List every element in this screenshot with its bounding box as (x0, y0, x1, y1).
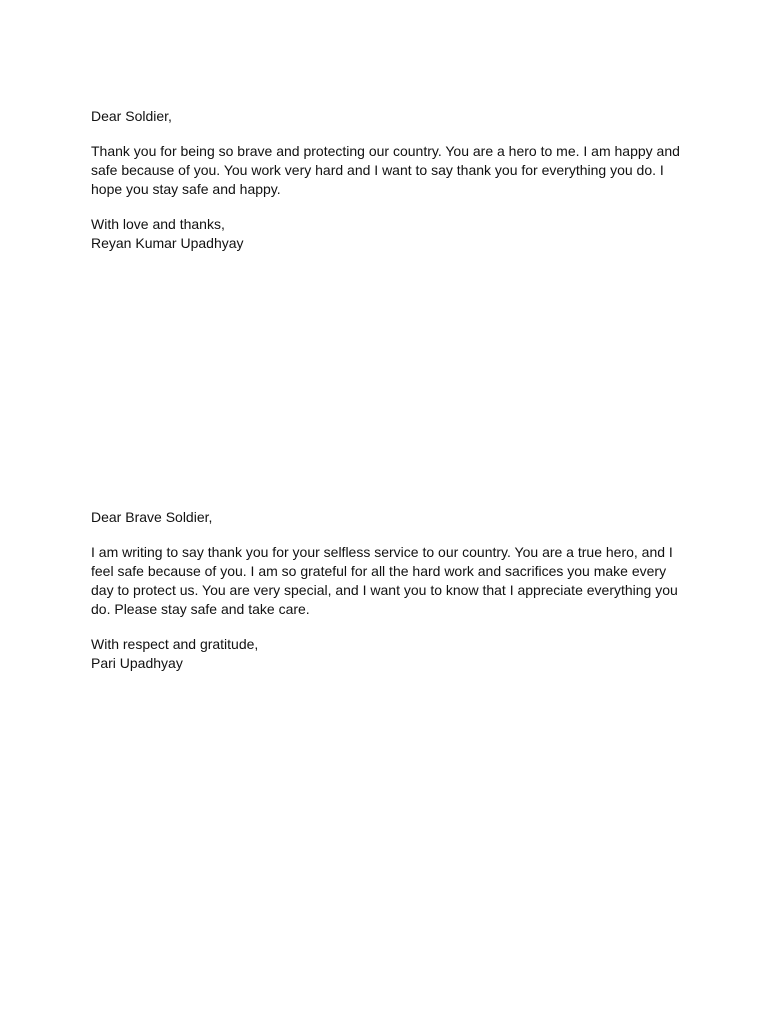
letter-greeting: Dear Soldier, (91, 108, 172, 124)
letter-body-line: I am writing to say thank you for your selfless service to our country. You are a true hero, and I (91, 544, 673, 560)
letter-body-line: safe because of you. You work very hard and I want to say thank you for everything you do. I (91, 162, 664, 178)
letter-body-line: feel safe because of you. I am so grateful for all the hard work and sacrifices you make every (91, 563, 667, 579)
letter-body-line: day to protect us. You are very special, and I want you to know that I appreciate everything you (91, 582, 678, 598)
letter-body-line: Thank you for being so brave and protecting our country. You are a hero to me. I am happy and (91, 143, 680, 159)
letter-reyan (91, 107, 691, 253)
letter-body (91, 142, 691, 199)
letter-greeting: Dear Brave Soldier, (91, 509, 213, 525)
letter-closing: With love and thanks, (91, 216, 225, 232)
letter-body-line: hope you stay safe and happy. (91, 181, 281, 197)
letter-signature: Pari Upadhyay (91, 655, 183, 671)
letter-pari (91, 508, 691, 673)
letter-signature: Reyan Kumar Upadhyay (91, 235, 244, 251)
letter-closing: With respect and gratitude, (91, 636, 259, 652)
letter-body (91, 543, 691, 619)
letter-body-line: do. Please stay safe and take care. (91, 601, 310, 617)
